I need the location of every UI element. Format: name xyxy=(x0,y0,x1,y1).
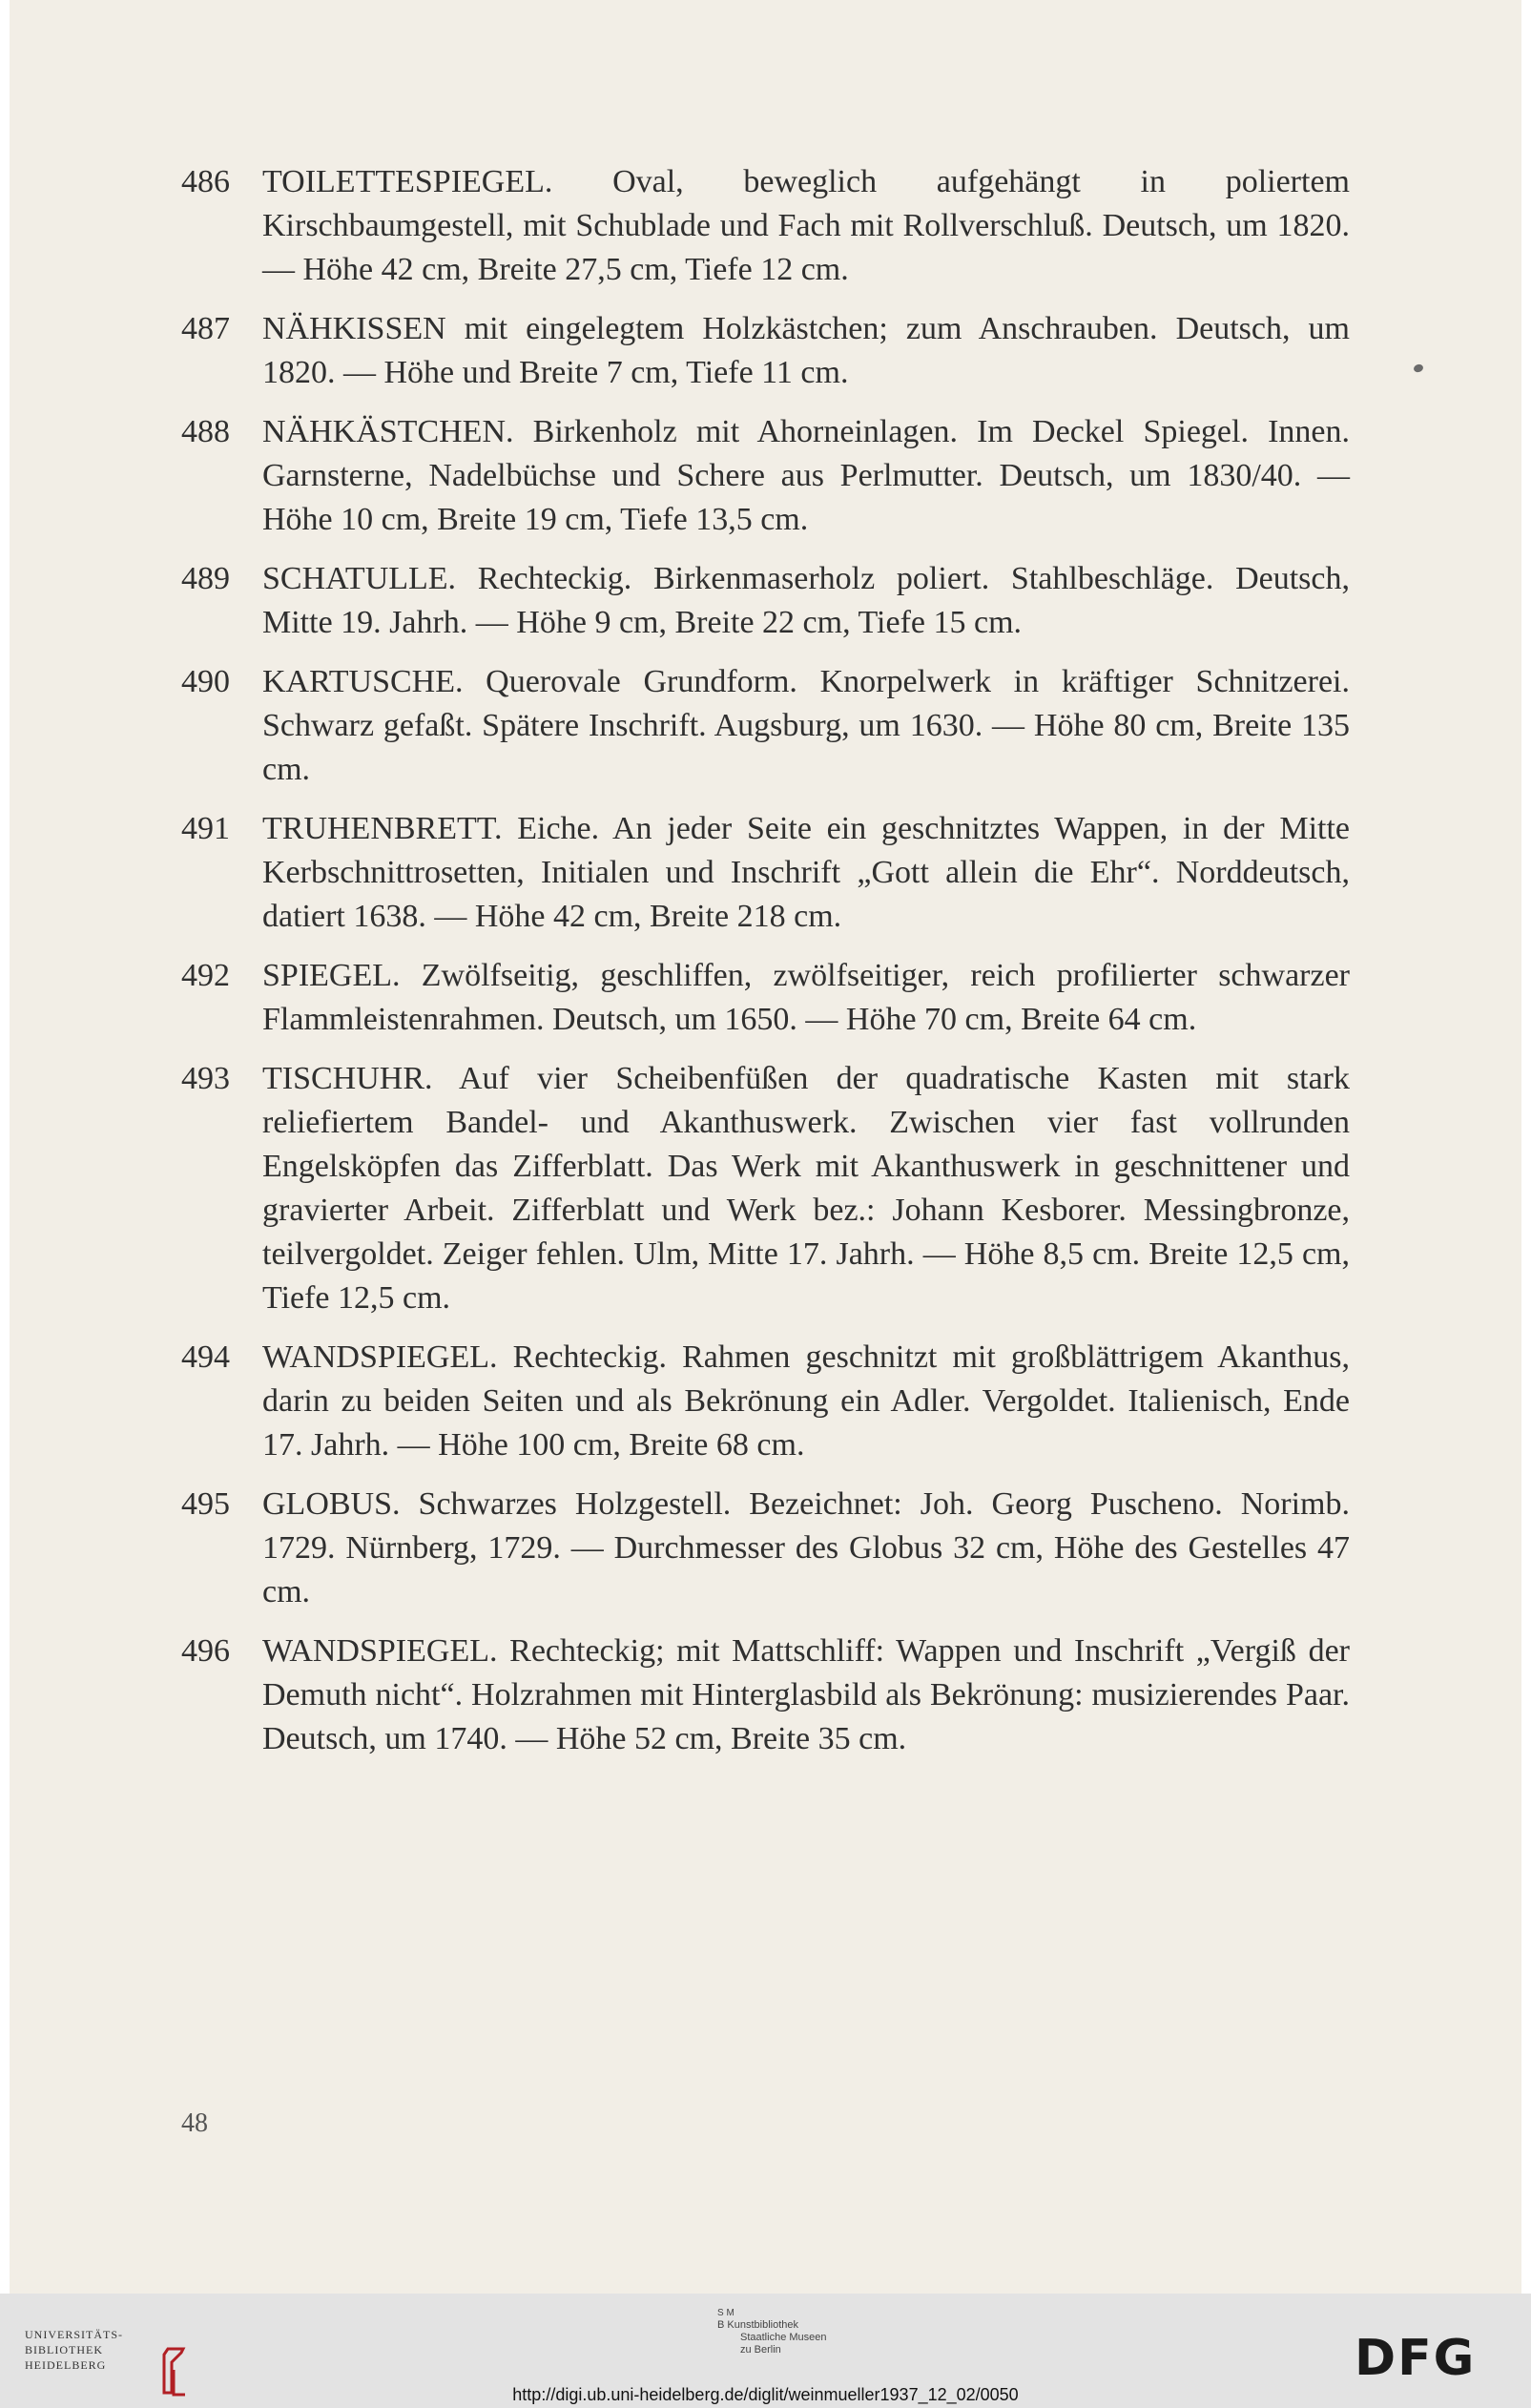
catalog-entry xyxy=(10,660,1521,792)
credit-line: S M xyxy=(717,2308,734,2318)
catalog-entry xyxy=(10,557,1521,645)
entry-text: TISCHUHR. Auf vier Scheibenfüßen der quadratische Kasten mit stark reliefiertem Bandel- und Akanthuswerk. Zwischen vier fast vollrunden Engelsköpfen das Zifferblatt. Das Werk mit Akanthuswerk in geschnittener und gravierter Arbeit. Zifferblatt und Werk bez.: Johann Kesborer. Messingbronze, teilvergoldet. Zeiger fehlen. Ulm, Mitte 17. Jahrh. — Höhe 8,5 cm. Breite 12,5 cm, Tiefe 12,5 cm. xyxy=(262,1061,1350,1316)
credit-line: zu Berlin xyxy=(740,2344,781,2356)
entry-text: WANDSPIEGEL. Rechteckig; mit Mattschliff: Wappen und Inschrift „Vergiß der Demuth nicht“. Holzrahmen mit Hinterglasbild als Bekrönung: musizierendes Paar. Deutsch, um 1740. — Höhe 52 cm, Breite 35 cm. xyxy=(262,1633,1350,1756)
entry-list xyxy=(10,160,1521,1776)
entry-number: 495 xyxy=(181,1486,230,1522)
catalog-entry xyxy=(10,1057,1521,1320)
catalog-entry xyxy=(10,807,1521,939)
catalog-entry xyxy=(10,307,1521,395)
entry-text: TRUHENBRETT. Eiche. An jeder Seite ein geschnitztes Wappen, in der Mitte Kerbschnittrosetten, Initialen und Inschrift „Gott allein die Ehr“. Norddeutsch, datiert 1638. — Höhe 42 cm, Breite 218 cm. xyxy=(262,811,1350,934)
library-name-line: HEIDELBERG xyxy=(25,2358,107,2372)
entry-text: NÄHKISSEN mit eingelegtem Holzkästchen; zum Anschrauben. Deutsch, um 1820. — Höhe und Breite 7 cm, Tiefe 11 cm. xyxy=(262,311,1350,390)
catalog-page xyxy=(10,0,1521,2294)
page-number: 48 xyxy=(181,2108,208,2138)
entry-number: 496 xyxy=(181,1633,230,1669)
entry-number: 494 xyxy=(181,1339,230,1375)
entry-text: GLOBUS. Schwarzes Holzgestell. Bezeichnet: Joh. Georg Puscheno. Norimb. 1729. Nürnberg, 1729. — Durchmesser des Globus 32 cm, Höhe des Gestelles 47 cm. xyxy=(262,1486,1350,1609)
catalog-entry xyxy=(10,160,1521,292)
collection-credit xyxy=(696,2307,906,2356)
entry-number: 489 xyxy=(181,561,230,596)
entry-text: TOILETTESPIEGEL. Oval, beweglich aufgehängt in poliertem Kirschbaumgestell, mit Schublade und Fach mit Rollverschluß. Deutsch, um 1820. — Höhe 42 cm, Breite 27,5 cm, Tiefe 12 cm. xyxy=(262,164,1350,287)
entry-text: SCHATULLE. Rechteckig. Birkenmaserholz poliert. Stahlbeschläge. Deutsch, Mitte 19. Jahrh. — Höhe 9 cm, Breite 22 cm, Tiefe 15 cm. xyxy=(262,561,1350,640)
catalog-entry xyxy=(10,1630,1521,1761)
entry-number: 490 xyxy=(181,664,230,699)
entry-number: 488 xyxy=(181,414,230,449)
library-name-line: UNIVERSITÄTS- xyxy=(25,2328,123,2341)
entry-text: WANDSPIEGEL. Rechteckig. Rahmen geschnitzt mit großblättrigem Akanthus, darin zu beiden Seiten und als Bekrönung ein Adler. Vergoldet. Italienisch, Ende 17. Jahrh. — Höhe 100 cm, Breite 68 cm. xyxy=(262,1339,1350,1463)
entry-text: NÄHKÄSTCHEN. Birkenholz mit Ahorneinlagen. Im Deckel Spiegel. Innen. Garnsterne, Nadelbüchse und Schere aus Perlmutter. Deutsch, um 1830/40. — Höhe 10 cm, Breite 19 cm, Tiefe 13,5 cm. xyxy=(262,414,1350,537)
entry-number: 491 xyxy=(181,811,230,846)
credit-line: Staatliche Museen xyxy=(740,2332,827,2343)
entry-text: SPIEGEL. Zwölfseitig, geschliffen, zwölfseitiger, reich profilierter schwarzer Flammleistenrahmen. Deutsch, um 1650. — Höhe 70 cm, Breite 64 cm. xyxy=(262,958,1350,1037)
catalog-entry xyxy=(10,410,1521,542)
catalog-entry xyxy=(10,1483,1521,1614)
catalog-entry xyxy=(10,1336,1521,1467)
dfg-logo: DFG xyxy=(1355,2330,1477,2387)
source-url-link[interactable]: http://digi.ub.uni-heidelberg.de/diglit/weinmueller1937_12_02/0050 xyxy=(512,2385,1019,2404)
library-name-line: BIBLIOTHEK xyxy=(25,2343,103,2356)
entry-number: 493 xyxy=(181,1061,230,1096)
entry-number: 486 xyxy=(181,164,230,199)
entry-number: 492 xyxy=(181,958,230,993)
credit-line: B Kunstbibliothek xyxy=(717,2319,798,2331)
footer-bar xyxy=(0,2294,1531,2408)
entry-text: KARTUSCHE. Querovale Grundform. Knorpelwerk in kräftiger Schnitzerei. Schwarz gefaßt. Spätere Inschrift. Augsburg, um 1630. — Höhe 80 cm, Breite 135 cm. xyxy=(262,664,1350,787)
catalog-entry xyxy=(10,954,1521,1042)
entry-number: 487 xyxy=(181,311,230,346)
